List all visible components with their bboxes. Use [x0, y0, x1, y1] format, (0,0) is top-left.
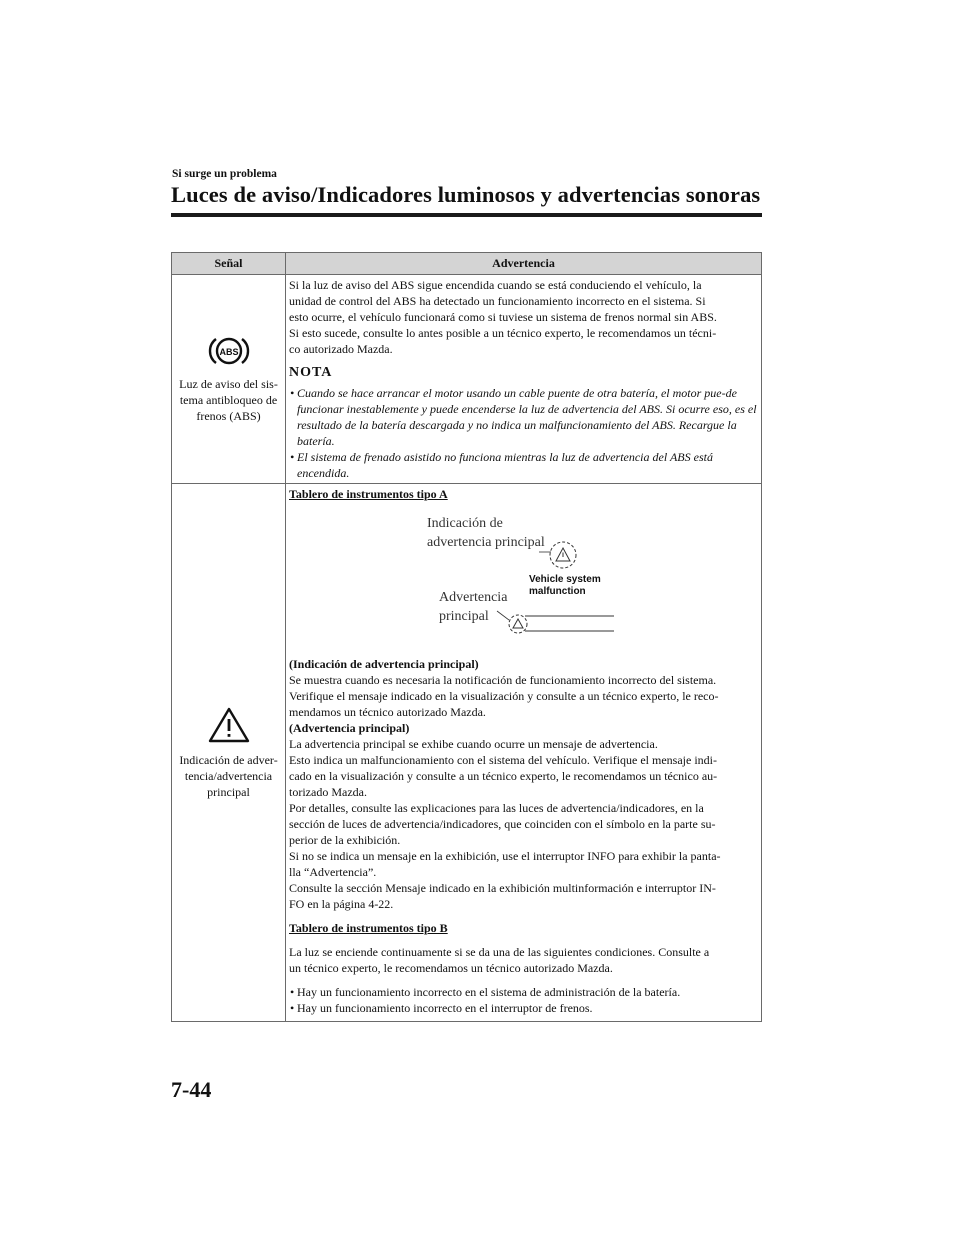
warning-cell [286, 484, 762, 1022]
display-message: Vehicle system malfunction [529, 574, 601, 597]
col-header-signal: Señal [172, 253, 286, 275]
section-heading: Si surge un problema [172, 168, 277, 180]
note-text: El sistema de frenado asistido no funciona mientras la luz de advertencia del ABS está encendida. [297, 450, 713, 480]
title-rule [171, 213, 762, 217]
subheading-type-a: Tablero de instrumentos tipo A [289, 487, 448, 501]
text-line: Si la luz de aviso del ABS sigue encendida cuando se está conduciendo el vehículo, la [289, 278, 702, 292]
bullet-item: • Hay un funcionamiento incorrecto en el interruptor de frenos. [290, 1001, 593, 1015]
text-line: La advertencia principal se exhibe cuando ocurre un mensaje de advertencia. [289, 737, 658, 751]
text-line: (Advertencia principal) [289, 721, 410, 735]
bullet-text: Hay un funcionamiento incorrecto en el sistema de administración de la batería. [297, 985, 681, 999]
bullet-item: • Hay un funcionamiento incorrecto en el sistema de administración de la batería. [290, 985, 681, 999]
master-warning-triangle-icon [207, 706, 251, 744]
signal-label: Luz de aviso del sis-tema antibloqueo de frenos (ABS) [179, 377, 278, 423]
text-line: Esto indica un malfuncionamiento con el sistema del vehículo. Verifique el mensaje indi- [289, 753, 717, 767]
text-line: Verifique el mensaje indicado en la visualización y consulte a un técnico experto, le reco- [289, 689, 719, 703]
text-line: sección de luces de advertencia/indicadores, que coinciden con el símbolo en la parte su- [289, 817, 716, 831]
text-line: (Indicación de advertencia principal) [289, 657, 479, 671]
text-line: Se muestra cuando es necesaria la notificación de funcionamiento incorrecto del sistema. [289, 673, 717, 687]
signal-label: Indicación de adver-tencia/advertencia principal [179, 752, 278, 799]
signal-cell [172, 484, 286, 1022]
page-number: 7-44 [171, 1077, 212, 1102]
table-row [172, 275, 762, 484]
text-line: cado en la visualización y consulte a un técnico experto, le recomendamos un técnico au- [289, 769, 718, 783]
text-line: torizado Mazda. [289, 785, 367, 799]
bullet-text: Hay un funcionamiento incorrecto en el interruptor de frenos. [297, 1001, 593, 1015]
text-line: esto ocurre, el vehículo funcionará como si tuviese un sistema de frenos normal sin ABS. [289, 310, 717, 324]
note-item: • El sistema de frenado asistido no funciona mientras la luz de advertencia del ABS está encendida. [290, 450, 713, 480]
subheading-type-b: Tablero de instrumentos tipo B [289, 921, 448, 935]
callout-label: Indicación de advertencia principal [427, 516, 545, 550]
svg-text:ABS: ABS [218, 347, 239, 357]
note-text: Cuando se hace arrancar el motor usando un cable puente de otra batería, el motor pue-de funcionar inestablemente y puede encenderse la luz de advertencia del ABS. Si ocurre eso, es el resultado de la batería descargada y no indica un malfuncionamiento del ABS. Recargue la batería. [297, 386, 757, 448]
text-line: FO en la página 4-22. [289, 897, 394, 911]
instrument-cluster-figure [289, 506, 758, 656]
text-line: co autorizado Mazda. [289, 342, 393, 356]
note-item: • Cuando se hace arrancar el motor usando un cable puente de otra batería, el motor pue-de funcionar inestablemente y puede encenderse la luz de advertencia del ABS. Si ocurre eso, es el resultado de la batería descargada y no indica un malfuncionamiento del ABS. Recargue la batería. [290, 386, 757, 448]
signal-cell [172, 275, 286, 484]
abs-warning-icon [207, 334, 251, 368]
table-row [172, 484, 762, 1022]
text-line: perior de la exhibición. [289, 833, 401, 847]
page-title: Luces de aviso/Indicadores luminosos y advertencias sonoras [171, 182, 761, 207]
text-line: lla “Advertencia”. [289, 865, 377, 879]
text-line: Por detalles, consulte las explicaciones para las luces de advertencia/indicadores, en la [289, 801, 704, 815]
warning-table [171, 252, 762, 1022]
text-line: La luz se enciende continuamente si se da una de las siguientes condiciones. Consulte a [289, 945, 710, 959]
text-line: un técnico experto, le recomendamos un técnico autorizado Mazda. [289, 961, 613, 975]
text-line: Consulte la sección Mensaje indicado en la exhibición multinformación e interruptor IN- [289, 881, 716, 895]
callout-label: Advertencia principal [439, 590, 508, 624]
note-heading: NOTA [289, 365, 333, 380]
text-line: Si no se indica un mensaje en la exhibición, use el interruptor INFO para exhibir la panta- [289, 849, 721, 863]
warning-cell [286, 275, 762, 484]
text-line: Si esto sucede, consulte lo antes posible a un técnico experto, le recomendamos un técni- [289, 326, 717, 340]
text-line: unidad de control del ABS ha detectado un funcionamiento incorrecto en el sistema. Si [289, 294, 706, 308]
text-line: mendamos un técnico autorizado Mazda. [289, 705, 486, 719]
col-header-warning: Advertencia [286, 253, 762, 275]
